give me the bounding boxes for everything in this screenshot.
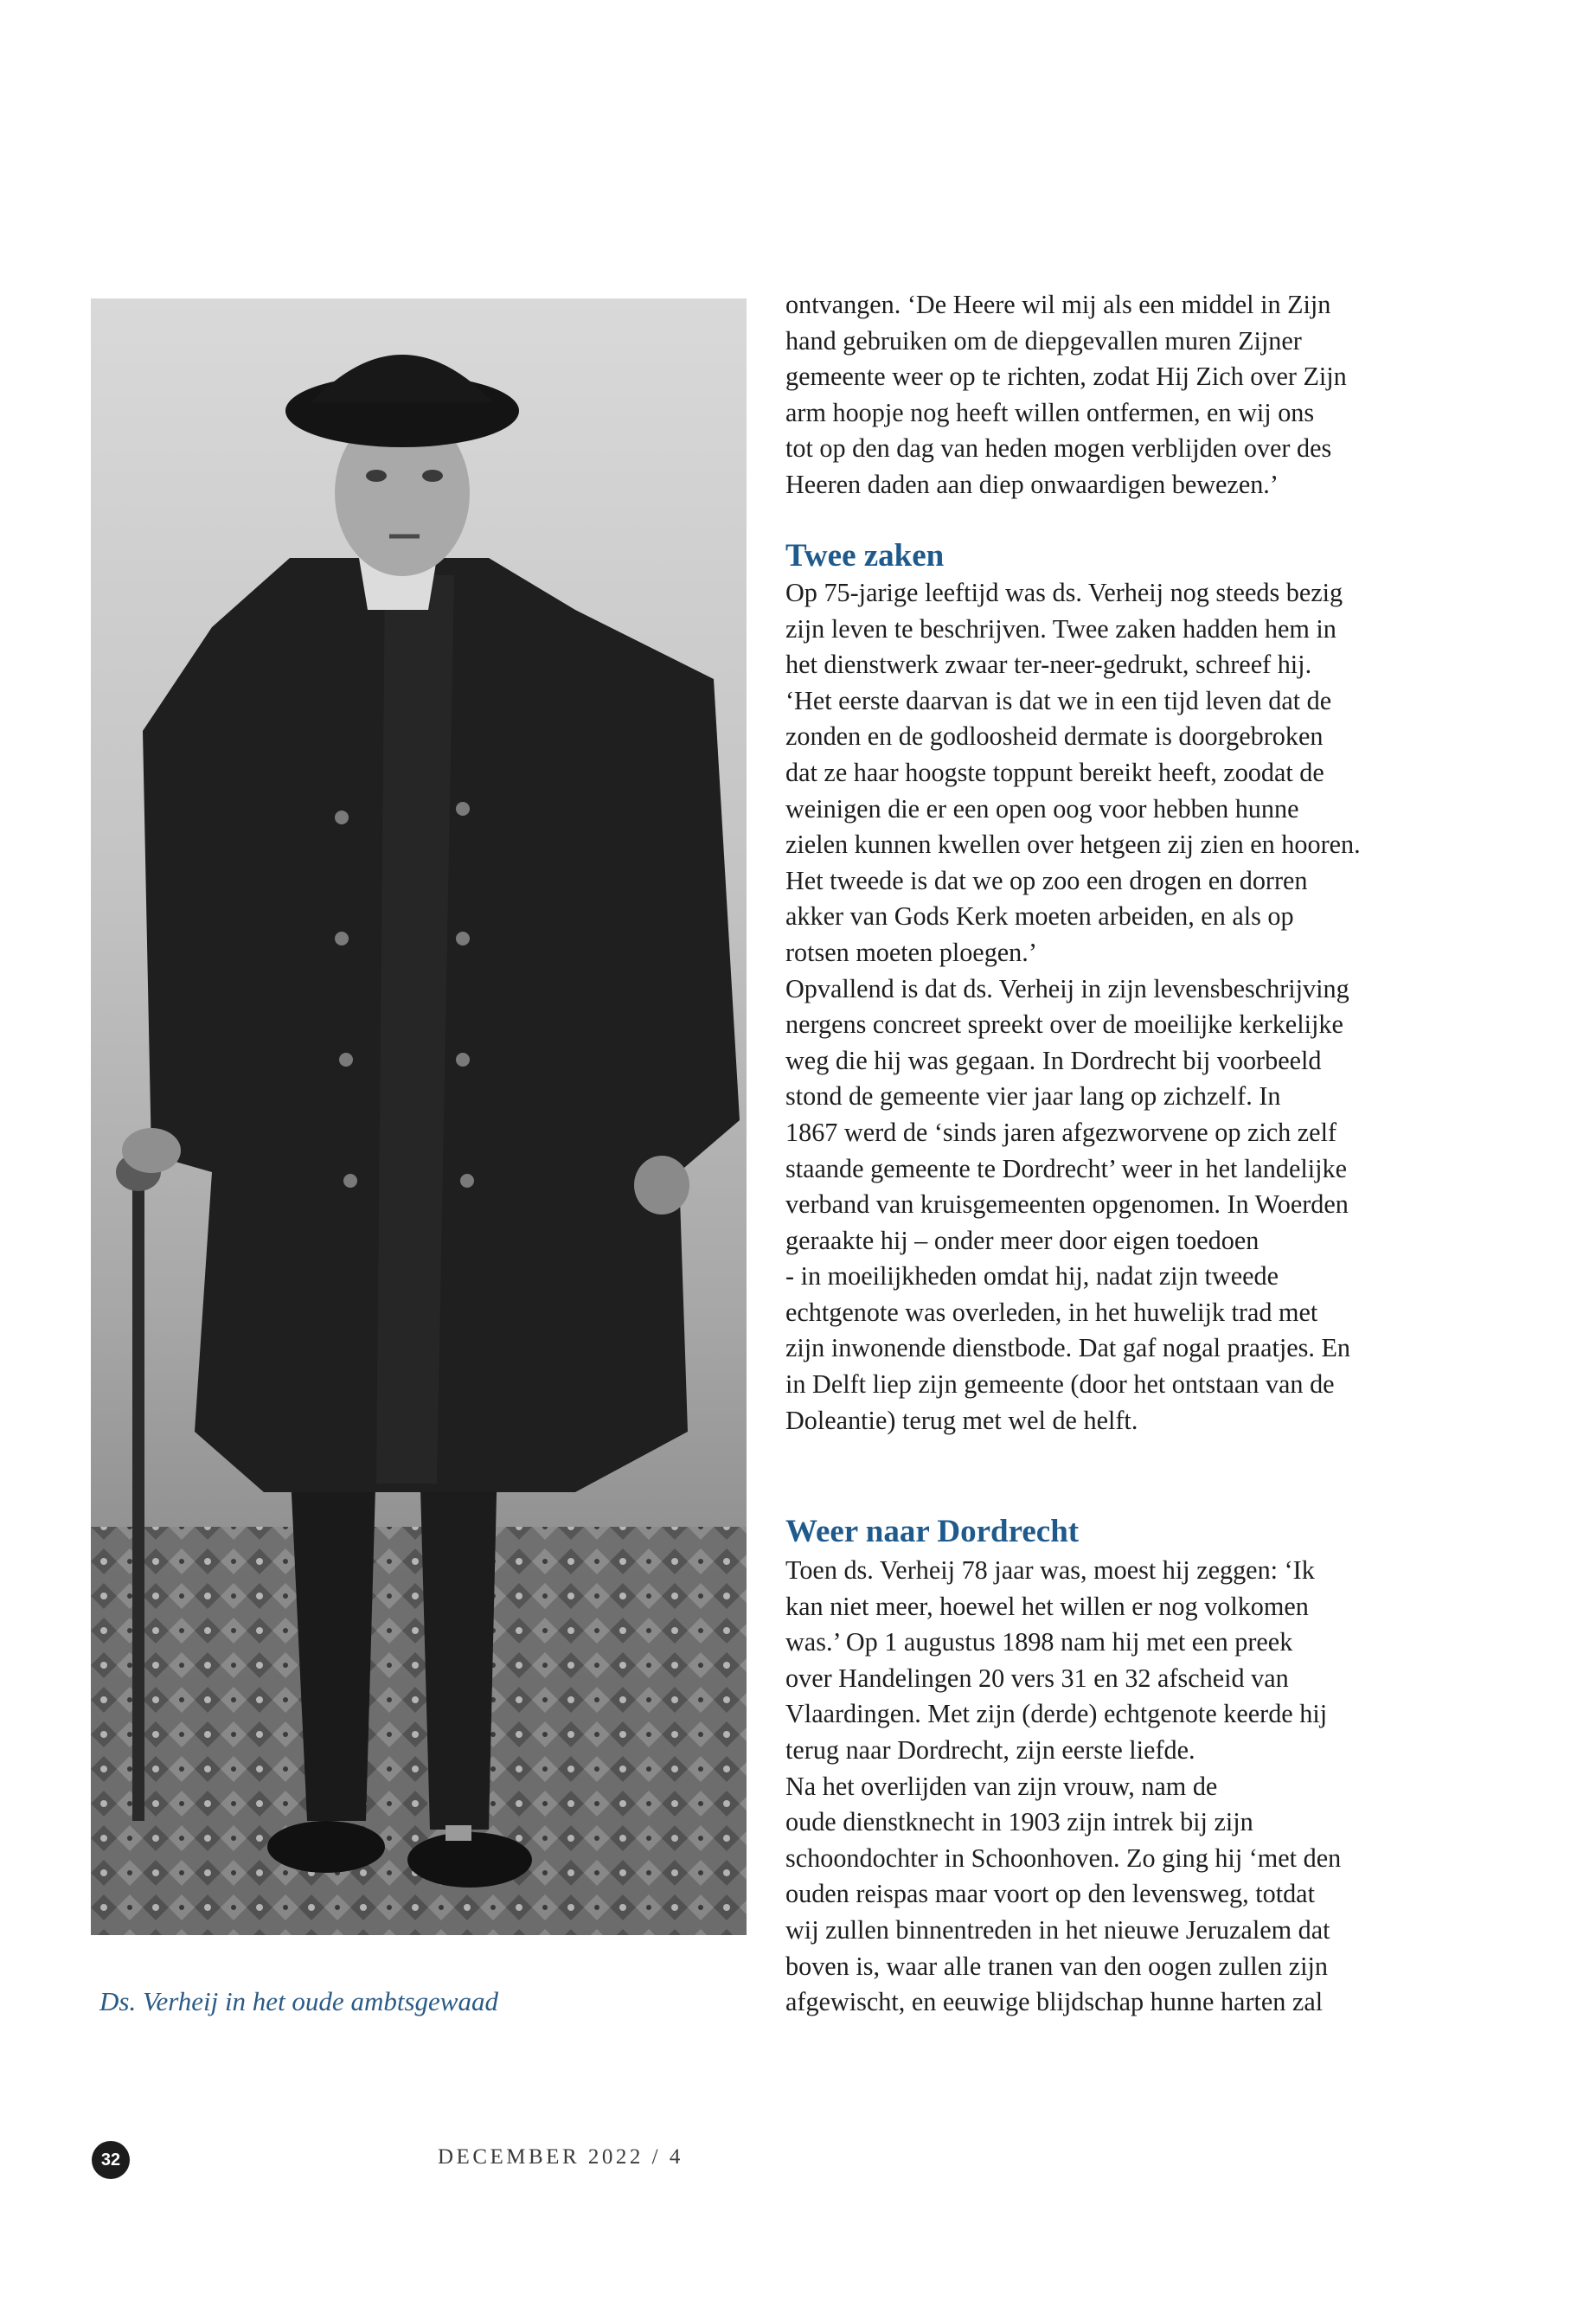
weer-naar-dordrecht-body: Toen ds. Verheij 78 jaar was, moest hij zeggen: ‘Ik kan niet meer, hoewel het willen er nog volkomen was.’ Op 1 augustus 1898 nam hij met een preek over Handelingen 20 vers 31 en 32 afscheid van Vlaardingen. Met zijn (derde) echtgenote keerde hij terug naar Dordrecht, zijn eerste liefde. Na het overlijden van zijn vrouw, nam de oude dienstknecht in 1903 zijn intrek bij zijn schoondochter in Schoonhoven. Zo ging hij ‘met den ouden reispas maar voort op den levensweg, totdat wij zullen binnentreden in het nieuwe Jeruzalem dat boven is, waar alle tranen van den oogen zullen zijn afgewischt, en eeuwige blijdschap hunne harten zal	[785, 1555, 1342, 2017]
twee-zaken-body: Op 75-jarige leeftijd was ds. Verheij nog steeds bezig zijn leven te beschrijven. Twee zaken hadden hem in het dienstwerk zwaar ter-neer-gedrukt, schreef hij. ‘Het eerste daarvan is dat we in een tijd leven dat de zonden en de godloosheid dermate is doorgebroken dat ze haar hoogste toppunt bereikt heeft, zoodat de weinigen die er een open oog voor hebben hunne zielen kunnen kwellen over hetgeen zij zien en hooren. Het tweede is dat we op zoo een drogen en dorren akker van Gods Kerk moeten arbeiden, en als op rotsen moeten ploegen.’ Opvallend is dat ds. Verheij in zijn levensbeschrijving nergens concreet spreekt over de moeilijke kerkelijke weg die hij was gegaan. In Dordrecht bij voorbeeld stond de gemeente vier jaar lang op zichzelf. In 1867 werd de ‘sinds jaren afgezworvene op zich zelf staande gemeente te Dordrecht’ weer in het landelijke verband van kruisgemeenten opgenomen. In Woerden geraakte hij – onder meer door eigen toedoen - in moeilijkheden omdat hij, nadat zijn tweede echtgenote was overleden, in het huwelijk trad met zijn inwonende dienstbode. Dat gaf nogal praatjes. En in Delft liep zijn gemeente (door het ontstaan van de Doleantie) terug met wel de helft.	[785, 578, 1361, 1435]
section-twee-zaken	[785, 575, 1460, 1439]
intro-paragraph: ontvangen. ‘De Heere wil mij als een middel in Zijn hand gebruiken om de diepgevallen muren Zijner gemeente weer op te richten, zodat Hij Zich over Zijn arm hoopje nog heeft willen ontfermen, en wij ons tot op den dag van heden mogen verblijden over des Heeren daden aan diep onwaardigen bewezen.’	[785, 290, 1347, 499]
issue-label: DECEMBER 2022 / 4	[438, 2145, 683, 2169]
portrait-photo	[91, 298, 747, 1935]
portrait-illustration	[91, 298, 747, 1935]
section-weer-naar-dordrecht	[785, 1553, 1460, 2021]
article-intro	[785, 287, 1460, 503]
heading-weer-naar-dordrecht: Weer naar Dordrecht	[785, 1514, 1080, 1549]
photo-caption: Ds. Verheij in het oude ambtsgewaad	[99, 1986, 498, 2016]
page-number: 32	[92, 2141, 130, 2179]
heading-twee-zaken: Twee zaken	[785, 538, 945, 574]
